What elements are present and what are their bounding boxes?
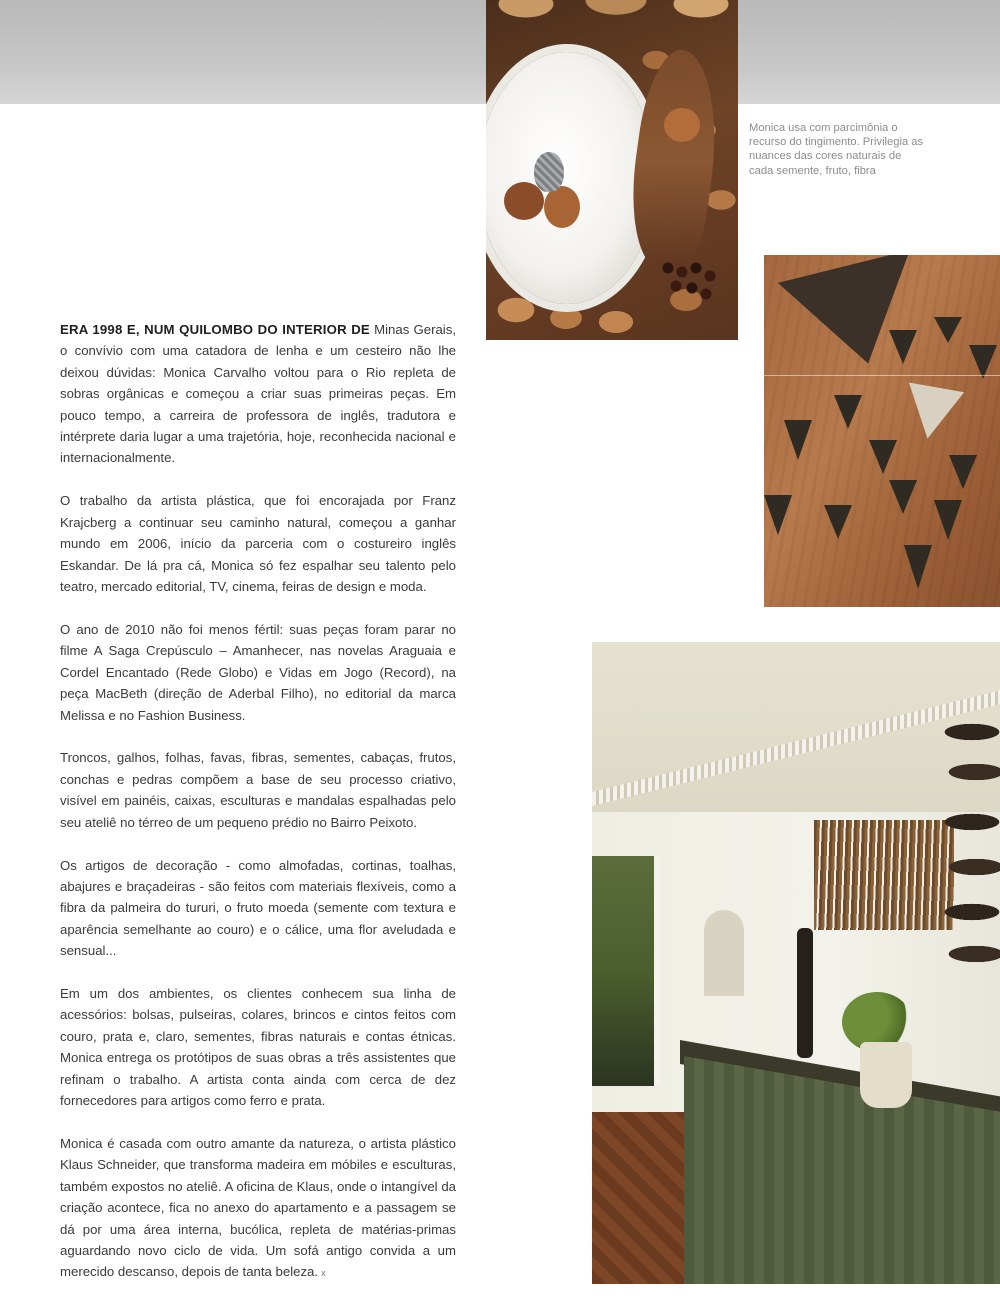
paragraph-7 (60, 1133, 456, 1285)
tooth (949, 455, 977, 489)
tooth (904, 545, 932, 589)
gourd-bowls (486, 0, 738, 30)
frame-line (764, 375, 1000, 376)
tooth (969, 345, 997, 379)
metal-egg (534, 152, 564, 192)
photo-caption: Monica usa com parcimônia o recurso do tingimento. Privilegia as nuances das cores naturais de cada semente, fruto, fibra (749, 122, 924, 177)
paragraph-6: Em um dos ambientes, os clientes conhecem sua linha de acessórios: bolsas, pulseiras, colares, brincos e cintos feitos com couro, prata e, claro, sementes, fibras naturais e contas étnicas. Monica entrega os protótipos de suas obras a três assistentes que refinam o trabalho. A artista conta ainda com cerca de dez fornecedores para artigos como ferro e prata. (60, 986, 456, 1109)
hanging-mobile (942, 692, 1000, 1032)
tooth (889, 480, 917, 514)
paragraph-4: Troncos, galhos, folhas, favas, fibras, sementes, cabaças, frutos, conchas e pedras compõem a base de seu processo criativo, visível em painéis, caixas, esculturas e mandalas espalhadas pelo seu ateliê no térreo de um pequeno prédio no Bairro Peixoto. (60, 750, 456, 830)
seeds-plate-photo (486, 0, 738, 340)
article-body (60, 319, 456, 1306)
paragraph-1 (60, 319, 456, 469)
paragraph-2: O trabalho da artista plástica, que foi encorajada por Franz Krajcberg a continuar seu caminho natural, começou a ganhar mundo em 2006, início da parceria com o costureiro inglês Eskandar. De lá pra cá, Monica só fez espalhar seu talento pelo teatro, mercado editorial, TV, cinema, feiras de design e moda. (60, 493, 456, 594)
end-mark: x (321, 1268, 326, 1279)
seed (544, 186, 580, 228)
tooth (869, 440, 897, 474)
reed-panel (814, 820, 954, 930)
tooth (764, 495, 792, 535)
berry-cluster (658, 258, 728, 308)
doorway (592, 856, 660, 1086)
tooth (784, 420, 812, 460)
paragraph-7-text: Monica é casada com outro amante da natureza, o artista plástico Klaus Schneider, que transforma madeira em móbiles e esculturas, também expostos no ateliê. A oficina de Klaus, onde o intangível da criação acontece, fica no anexo do apartamento e a passagem se dá por uma área interna, bucólica, repleta de matérias-primas aguardando novo ciclo de vida. Um sofá antigo convida a um merecido descanso, depois de tanta beleza. (60, 1136, 456, 1280)
ceiling (592, 642, 1000, 832)
paragraph-5: Os artigos de decoração - como almofadas, cortinas, toalhas, abajures e braçadeiras - são feitos com materiais flexíveis, como a fibra da palmeira do tururi, o fruto moeda (semente com textura e aparência semelhante ao couro) e o cálice, uma flor aveludada e sensual... (60, 857, 456, 959)
lead-in: ERA 1998 E, NUM QUILOMBO DO INTERIOR DE (60, 322, 370, 337)
paragraph-3: O ano de 2010 não foi menos fértil: suas peças foram parar no filme A Saga Crepúsculo – Amanhecer, nas novelas Araguaia e Cordel Encantado (Rede Globo) e Vidas em Jogo (Record), na peça MacBeth (direção de Aderbal Filho), no editorial da marca Melissa e no Fashion Business. (60, 621, 456, 723)
paragraph-1-text: Minas Gerais, o convívio com uma catadora de lenha e um cesteiro não lhe deixou dúvidas: Monica Carvalho voltou para o Rio repleta de sobras orgânicas e começou a criar suas primeiras peças. Em pouco tempo, a carreira de professora de inglês, tradutora e intérprete daria lugar a uma trajetória, hoje, reconhecida nacional e internacionalmente. (60, 322, 456, 466)
tooth (824, 505, 852, 539)
parquet-floor (592, 1112, 692, 1284)
atelier-interior-photo (592, 642, 1000, 1284)
tooth (834, 395, 862, 429)
wall-niche (704, 910, 744, 996)
tooth (889, 330, 917, 364)
white-tooth (900, 383, 964, 444)
dark-vase (797, 928, 813, 1058)
ceramic-pot (860, 1042, 912, 1108)
shark-teeth-photo (764, 255, 1000, 607)
white-plate (486, 52, 656, 304)
tooth (934, 500, 962, 540)
seed (664, 108, 700, 142)
tooth (934, 317, 962, 343)
